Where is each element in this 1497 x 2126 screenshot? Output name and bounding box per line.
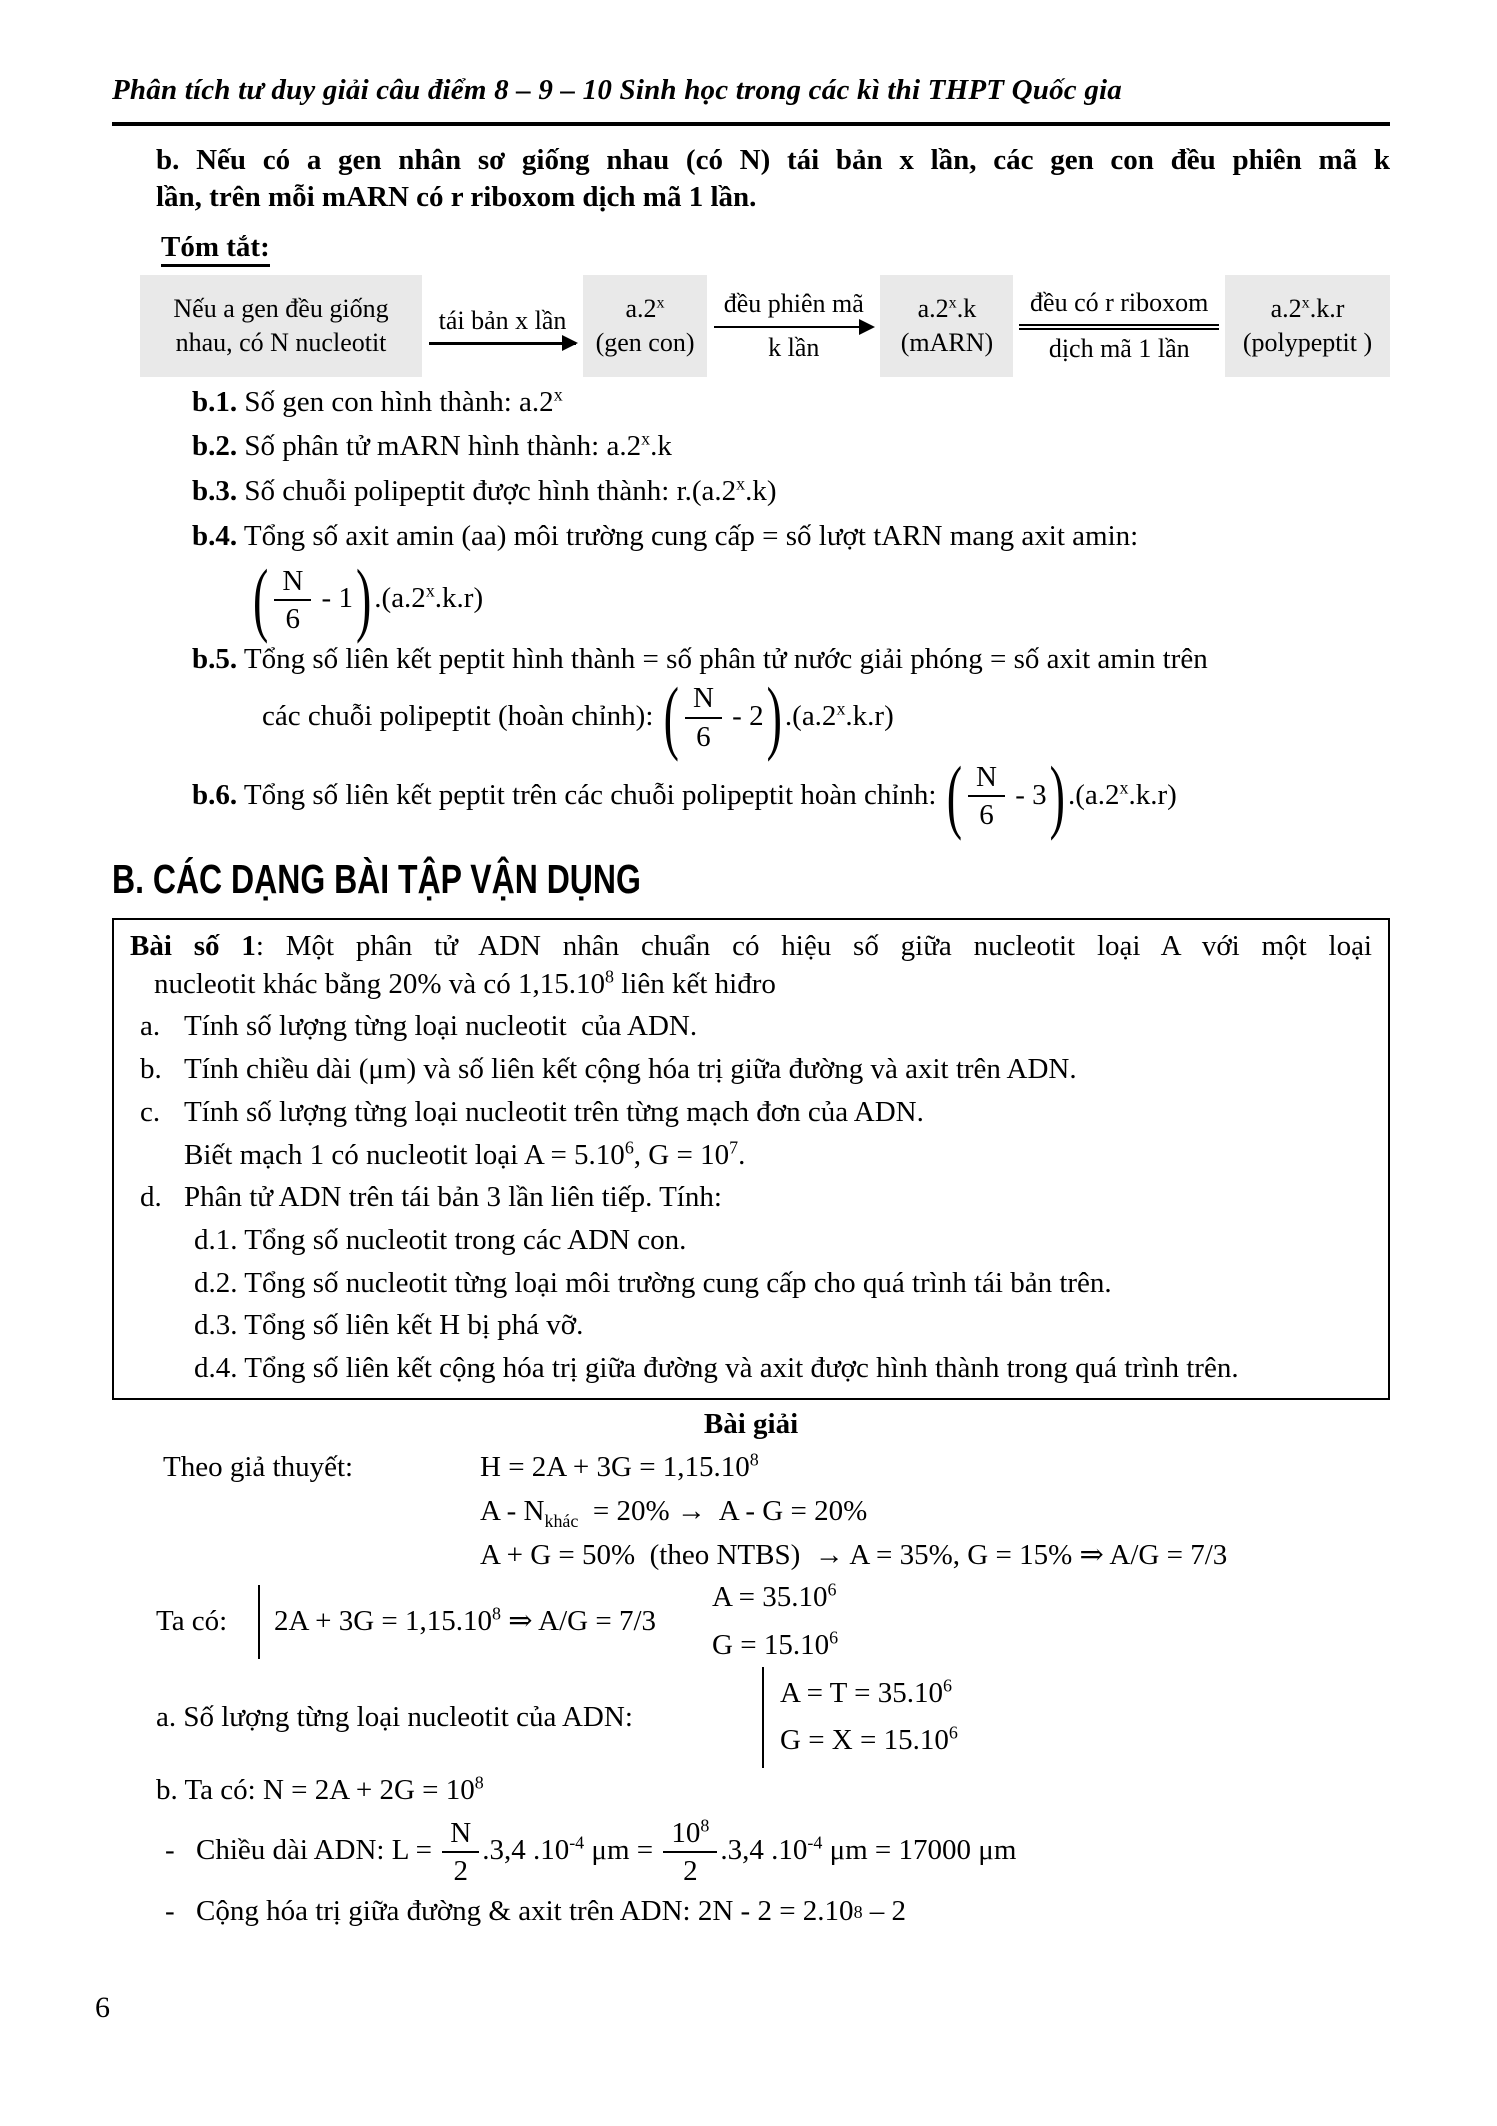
system-line: $G = X = 15.10^6$ [780,1722,958,1757]
given-label: Theo giả thuyết: [163,1451,354,1484]
covalent-text: Cộng hóa trị giữa đường & axit trên ADN: 2N - 2 = 2.10 8 – 2 [196,1894,907,1927]
fraction-numerator: $10^8$ [663,1816,717,1853]
close-paren: ) [766,670,782,763]
solution-heading: Bài giải [703,1407,799,1440]
flow-diagram [140,275,1390,377]
flow-box-gencon [583,275,707,377]
item-label: d. [140,1181,162,1214]
formula-b6-tail: .(a.2$^x$.k.r) [1068,776,1177,811]
problem-item-a [130,1008,1372,1046]
formula-b4-text: Tổng số axit amin (aa) môi trường cung cấp = số lượt tARN mang axit amin: [237,519,1139,552]
flow-box-marn [880,275,1013,377]
problem-item-d [130,1179,1372,1217]
formula-b5-tail: .(a.2$^x$.k.r) [784,698,894,732]
problem-intro-line1 [130,928,1372,966]
formula-b6-text: Tổng số liên kết peptit trên các chuỗi polipeptit hoàn chỉnh: [237,778,944,811]
flow-box-start [140,275,422,377]
equation-h: $H = 2A + 3G = 1,15.10^8$ [480,1449,759,1484]
fraction-denominator: 2 [453,1855,468,1888]
problem-box [112,918,1390,1400]
solution-given-row [112,1449,1390,1487]
length-prefix: Chiều dài ADN: L = [196,1834,440,1867]
item-text: Phân tử ADN trên tái bản 3 lần liên tiếp. Tính: [184,1181,722,1214]
problem-item-b [130,1051,1372,1089]
length-suffix: .3,4 $.10^{-4}$ μm = 17000 μm [720,1832,1017,1867]
problem-intro-line2: nucleotit khác bằng 20% và có 1,15.10$^8$ liên kết hiđro [154,966,776,1000]
flow-box-start-text: Nếu a gen đều giống nhau, có N nucleotit [173,293,389,357]
fraction-denominator: 2 [683,1855,698,1888]
flow-box-polypeptit [1225,275,1390,377]
taco-equation: $2A + 3G = 1,15.10^8$ ⇒ A/G = 7/3 [258,1585,656,1659]
close-paren: ) [1049,749,1065,841]
fraction-n-over-6 [685,681,722,752]
fraction-10e8-over-2 [663,1816,717,1887]
flow-box-polypeptit-formula: a.2$^x$.k.r [1270,293,1345,323]
solution-a-label: a. Số lượng từng loại nucleotit của ADN: [156,1700,633,1733]
header-rule [112,122,1390,126]
solution-length-row [165,1816,1390,1887]
taco-label: Ta có: [156,1605,228,1638]
flow-box-polypeptit-label: (polypeptit ) [1242,327,1373,357]
fraction-numerator: N [274,564,311,601]
formula-b6-label: b.6. [192,778,238,811]
solution-taco-row [112,1579,1390,1664]
dash-bullet: - [165,1894,175,1927]
fraction-n-over-6 [274,564,311,635]
flow-connector3-top: đều có r riboxom [1030,287,1209,317]
solution-a-row [112,1667,1390,1768]
item-text: Tính chiều dài (μm) và số liên kết cộng hóa trị giữa đường và axit trên ADN. [184,1053,1077,1086]
item-text: Tính số lượng từng loại nucleotit của ADN. [184,1010,698,1043]
formula-b5-label: b.5. [192,643,238,676]
flow-connector2-bottom: k lần [768,332,820,362]
fraction-numerator: N [685,681,722,718]
right-arrow-icon [429,342,576,344]
solution-a-system [762,1667,958,1768]
open-paren: ( [946,749,963,841]
flow-box-marn-label: (mARN) [900,327,994,357]
problem-item-c-note: Biết mạch 1 có nucleotit loại $A = 5.10^6$, $G = 10^7$. [184,1136,746,1171]
formula-b6-expression [944,749,1177,841]
item-text: Tính số lượng từng loại nucleotit trên từng mạch đơn của ADN. [184,1095,924,1128]
equation-a-minus: $A - N_{khác} = 20\% \to A - G = 20\%$ [480,1495,868,1532]
solution-eq3-row [112,1537,1390,1575]
fraction-numerator: N [442,1816,479,1853]
section-heading: B. CÁC DẠNG BÀI TẬP VẬN DỤNG [112,855,641,902]
fraction-denominator: 6 [979,799,994,832]
system-line: $A = 35.10^6$ [712,1579,837,1614]
flow-connector2-top: đều phiên mã [723,288,864,318]
dash-bullet: - [165,1834,175,1867]
right-arrow-icon [714,326,873,328]
formula-item-b6 [192,749,1390,841]
flow-connector-transcription [707,275,880,377]
formula-item-b1 [192,384,1390,422]
summary-label: Tóm tắt: [161,229,1390,267]
open-paren: ( [663,670,679,763]
equation-a-plus-g: A + G = 50% (theo NTBS) → A = 35%, G = 15% ⇒ A/G = 7/3 [480,1539,1228,1572]
problem-item-d2: d.2. Tổng số nucleotit từng loại môi trường cung cấp cho quá trình tái bản trên. [194,1266,1112,1299]
system-line: $A = T = 35.10^6$ [780,1675,952,1709]
flow-box-marn-formula: a.2$^x$.k [917,293,977,323]
flow-box-gencon-label: (gen con) [595,327,695,357]
formula-item-b4 [192,518,1390,556]
fraction-denominator: 6 [696,720,711,753]
formula-b4-expression [250,552,1390,645]
formula-item-b2 [192,428,1390,466]
header-title: Phân tích tư duy giải câu điểm 8 – 9 – 10 Sinh học trong các kì thi THPT Quốc gia [112,74,1122,106]
system-line: $G = 15.10^6$ [712,1627,839,1662]
intro-paragraph [156,142,1390,217]
open-paren: ( [253,552,269,645]
page-number: 6 [95,1991,110,2024]
formula-item-b3 [192,473,1390,511]
formula-b5-line2: các chuỗi polipeptit (hoàn chỉnh): [262,699,661,732]
intro-paragraph-line1: b. Nếu có a gen nhân sơ giống nhau (có N) tái bản x lần, các gen con đều phiên mã k [156,143,1390,176]
formula-item-b5 [192,641,1390,679]
page-header [112,72,1390,126]
problem-item-d1: d.1. Tổng số nucleotit trong các ADN con. [194,1223,687,1256]
formula-b5-text: Tổng số liên kết peptit hình thành = số phân tử nước giải phóng = số axit amin trên [237,643,1208,676]
formula-b5-expression [262,670,1390,763]
fraction-denominator: 6 [285,602,301,635]
fraction-n-over-2 [442,1816,479,1887]
fraction-rest: - 3 [1008,778,1047,811]
formula-b4-label: b.4. [192,519,238,552]
flow-connector1-label: tái bản x lần [438,305,567,335]
item-label: b. [140,1053,162,1086]
formula-b2-label: b.2. [192,430,238,463]
item-label: a. [140,1010,161,1043]
flow-connector3-bottom: dịch mã 1 lần [1048,333,1190,363]
flow-connector-translation [1013,275,1225,377]
intro-paragraph-line2: lần, trên mỗi mARN có r riboxom dịch mã 1 lần. [156,181,757,214]
flow-connector-replication [422,275,583,377]
double-line-icon [1019,324,1219,330]
length-mid: .3,4 $.10^{-4}$ μm = [482,1832,661,1867]
formula-b3-text: Số chuỗi polipeptit được hình thành: r.(a.2$^x$.k) [237,473,777,508]
formula-b1-text: Số gen con hình thành: a.2$^x$ [237,384,563,418]
fraction-n-over-6 [968,760,1005,831]
fraction-rest: - 2 [724,699,764,732]
problem-item-d4: d.4. Tổng số liên kết cộng hóa trị giữa đường và axit được hình thành trong quá trình trên. [194,1351,1239,1384]
solution-b-line: b. Ta có: $N = 2A + 2G = 10^8$ [156,1772,484,1807]
flow-box-gencon-formula: a.2$^x$ [625,293,665,323]
problem-item-d3: d.3. Tổng số liên kết H bị phá vỡ. [194,1309,584,1342]
fraction-numerator: N [968,760,1005,797]
fraction-rest: - 1 [314,582,353,615]
formula-b2-text: Số phân tử mARN hình thành: a.2$^x$.k [237,428,672,463]
solution-covalent-row [165,1893,1390,1931]
formula-b4-tail: .(a.2$^x$.k.r) [374,580,484,615]
item-label: c. [140,1095,161,1128]
problem-item-c [130,1094,1372,1132]
problem-title: Bài số 1 [130,930,256,963]
taco-system [712,1579,838,1664]
formula-b3-label: b.3. [192,475,238,508]
problem-intro-rest: : Một phân tử ADN nhân chuẩn có hiệu số giữa nucleotit loại A với một loại [255,930,1372,963]
close-paren: ) [355,552,372,645]
formula-b1-label: b.1. [192,385,238,418]
solution-eq2-row [112,1493,1390,1531]
